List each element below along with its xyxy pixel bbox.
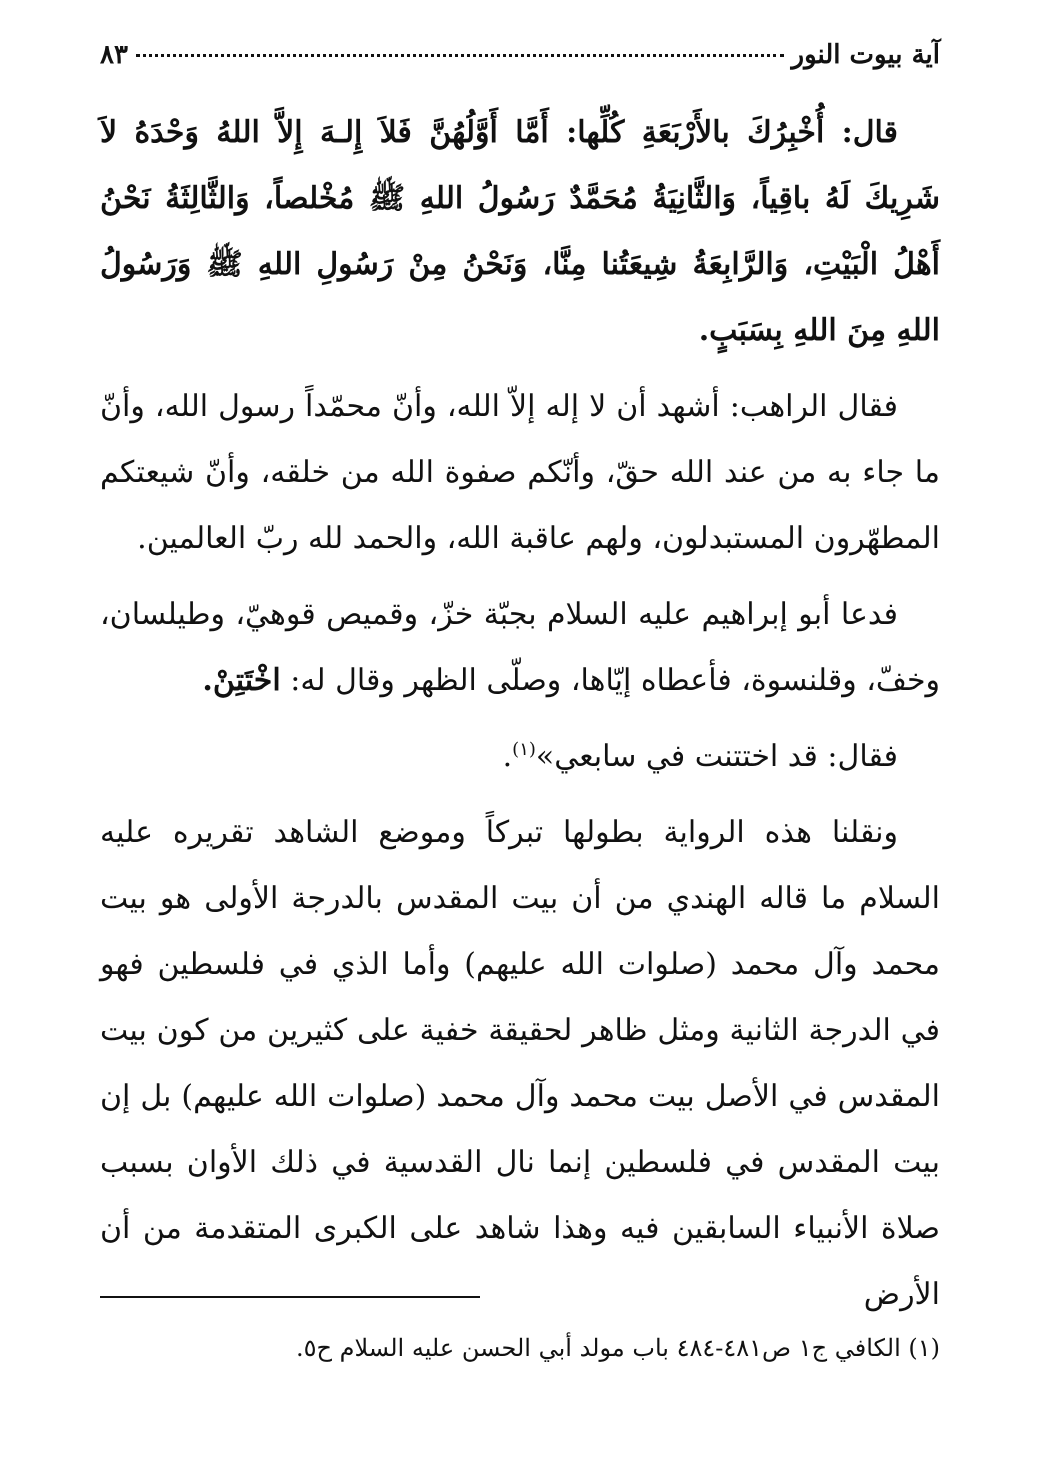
- footnote-reference[interactable]: (١): [512, 739, 536, 760]
- paragraph-reply-text: فقال: قد اختتنت في سابعي»: [535, 739, 898, 774]
- paragraph-gift-text: فدعا أبو إبراهيم عليه السلام بجبّة خزّ، وقميص قوهيّ، وطيلسان، وخفّ، وقلنسوة، فأعطاه إيّاها، وصلّى الظهر وقال له:: [100, 597, 940, 698]
- page-header: [100, 40, 940, 90]
- paragraph-hadith: قال: أُخْبِرُكَ بالأَرْبَعَةِ كُلِّها: أَمَّا أَوَّلُهُنَّ فَلاَ إِلـهَ إِلاَّ اللهُ وَحْدَهُ لاَ شَرِيكَ لَهُ باقِياً، وَالثَّانِيَةُ مُحَمَّدٌ رَسُولُ اللهِ ﷺ مُخْلصاً، وَالثَّالِثَةُ نَحْنُ أَهْلُ الْبَيْتِ، وَالرَّابِعَةُ شِيعَتُنا مِنَّا، وَنَحْنُ مِنْ رَسُولِ اللهِ ﷺ وَرَسُولُ اللهِ مِنَ اللهِ بِسَبَبٍ.: [100, 115, 940, 348]
- paragraph-reply: [100, 724, 940, 790]
- paragraph-gift: [100, 582, 940, 714]
- book-page: [100, 30, 940, 1450]
- body-text: [100, 100, 940, 1338]
- footnote: (١) الكافي ج١ ص٤٨١-٤٨٤ باب مولد أبي الحسن عليه السلام ح٥.: [295, 1334, 940, 1362]
- paragraph-reply-end: .: [502, 739, 513, 774]
- paragraph-gift-bold: اخْتَتِنْ.: [202, 663, 281, 698]
- paragraph-monk-testimony: فقال الراهب: أشهد أن لا إله إلاّ الله، وأنّ محمّداً رسول الله، وأنّ ما جاء به من عند الله حقّ، وأنّكم صفوة الله من خلقه، وأنّ شيعتكم المطهّرون المستبدلون، ولهم عاقبة الله، والحمد لله ربّ العالمين.: [100, 389, 940, 556]
- page-number: ٨٣: [100, 40, 128, 70]
- header-dot-leader: [136, 54, 784, 57]
- paragraph-commentary: ونقلنا هذه الرواية بطولها تبركاً وموضع الشاهد تقريره عليه السلام ما قاله الهندي من أن بيت المقدس بالدرجة الأولى هو بيت محمد وآل محمد (صلوات الله عليهم) وأما الذي في فلسطين فهو في الدرجة الثانية ومثل ظاهر لحقيقة خفية على كثيرين من كون بيت المقدس في الأصل بيت محمد وآل محمد (صلوات الله عليهم) بل إن بيت المقدس في فلسطين إنما نال القدسية في ذلك الأوان بسبب صلاة الأنبياء السابقين فيه وهذا شاهد على الكبرى المتقدمة من أن الأرض: [100, 815, 940, 1312]
- running-title: آية بيوت النور: [791, 40, 940, 70]
- footnote-divider: [100, 1296, 480, 1298]
